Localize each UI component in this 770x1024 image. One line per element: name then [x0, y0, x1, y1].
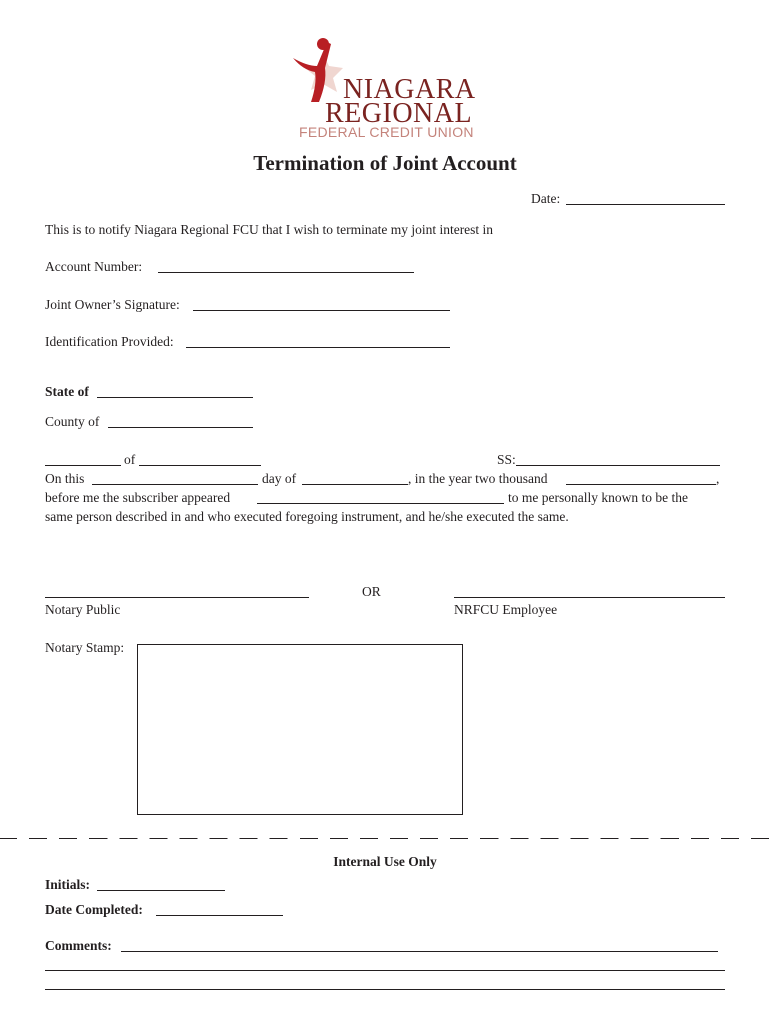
on-this-label: On this [45, 471, 85, 486]
comments-field-line-3[interactable] [45, 989, 725, 990]
known-text: to me personally known to be the [508, 490, 688, 505]
comments-field-line-1[interactable] [121, 951, 718, 952]
date-completed-field[interactable] [156, 915, 283, 916]
notary-stamp-box[interactable] [137, 644, 463, 815]
date-completed-label: Date Completed: [45, 902, 143, 917]
comments-label: Comments: [45, 938, 112, 953]
initials-label: Initials: [45, 877, 91, 892]
logo-line-3: FEDERAL CREDIT UNION [299, 124, 474, 140]
joint-owner-signature-field[interactable] [193, 310, 450, 311]
of-field[interactable] [139, 465, 261, 466]
document-title: Termination of Joint Account [253, 151, 517, 175]
appeared-name-field[interactable] [257, 503, 504, 504]
state-of-field[interactable] [97, 397, 253, 398]
ss-label: SS: [497, 452, 516, 467]
year-label: , in the year two thousand [408, 471, 548, 486]
ss-field[interactable] [516, 465, 720, 466]
county-of-label: County of [45, 414, 100, 429]
notary-public-signature-line[interactable] [45, 597, 309, 598]
before-me-label: before me the subscriber appeared [45, 490, 231, 505]
joint-owner-signature-label: Joint Owner’s Signature: [45, 297, 180, 312]
identification-provided-label: Identification Provided: [45, 334, 174, 349]
comments-field-line-2[interactable] [45, 970, 725, 971]
of-prefix-field[interactable] [45, 465, 121, 466]
year-comma: , [716, 471, 720, 486]
on-this-field[interactable] [92, 484, 258, 485]
same-person-text: same person described in and who executed foregoing instrument, and he/she executed the same. [45, 509, 569, 524]
employee-signature-line[interactable] [454, 597, 725, 598]
notary-public-label: Notary Public [45, 602, 121, 617]
logo-line-2: REGIONAL [325, 98, 473, 129]
account-number-field[interactable] [158, 272, 414, 273]
day-of-label: day of [262, 471, 297, 486]
notify-text: This is to notify Niagara Regional FCU that I wish to terminate my joint interest in [45, 222, 494, 237]
year-field[interactable] [566, 484, 716, 485]
employee-label: NRFCU Employee [454, 602, 558, 617]
initials-field[interactable] [97, 890, 225, 891]
notary-stamp-label: Notary Stamp: [45, 640, 125, 655]
date-label: Date: [531, 191, 561, 206]
identification-provided-field[interactable] [186, 347, 450, 348]
state-of-label: State of [45, 384, 89, 399]
of-label: of [124, 452, 136, 467]
internal-use-heading: Internal Use Only [333, 854, 437, 869]
county-of-field[interactable] [108, 427, 253, 428]
date-field[interactable] [566, 204, 725, 205]
or-text: OR [362, 584, 381, 599]
cut-line-divider [0, 838, 770, 839]
day-of-field[interactable] [302, 484, 408, 485]
credit-union-logo [285, 32, 485, 140]
logo-line-1: NIAGARA [343, 74, 476, 105]
account-number-label: Account Number: [45, 259, 143, 274]
